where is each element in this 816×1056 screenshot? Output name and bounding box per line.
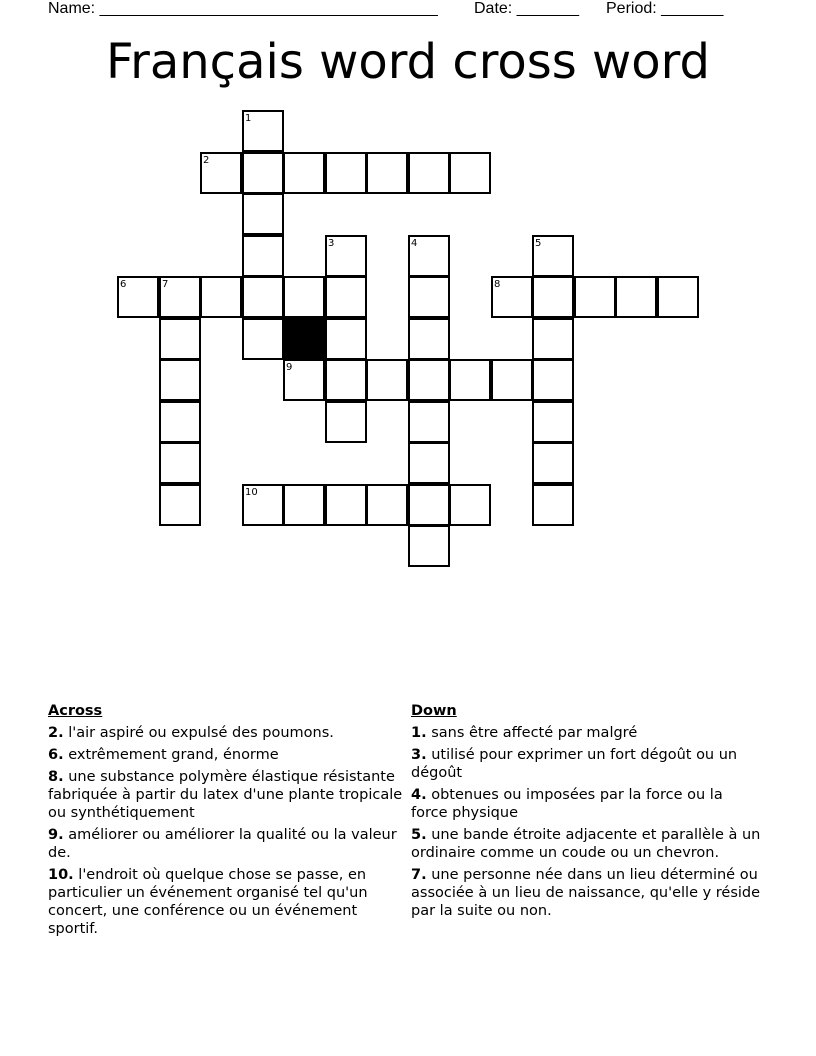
grid-cell[interactable] [242, 152, 284, 194]
grid-cell[interactable] [283, 276, 325, 318]
clue-number-6: 6 [120, 279, 127, 290]
grid-cell[interactable] [200, 276, 242, 318]
clue-down-7: 7. une personne née dans un lieu déterminé ou associée à un lieu de naissance, qu'elle y réside par la suite ou non. [411, 867, 761, 919]
grid-cell[interactable] [532, 276, 574, 318]
grid-cell[interactable] [615, 276, 657, 318]
down-clues [411, 702, 761, 924]
grid-cell[interactable] [408, 442, 450, 484]
grid-cell[interactable] [159, 401, 201, 443]
clue-number-1: 1 [245, 113, 252, 124]
grid-cell[interactable] [283, 484, 325, 526]
clue-number-7: 7 [162, 279, 169, 290]
clue-across-10: 10. l'endroit où quelque chose se passe, en particulier un événement organisé tel qu'un concert, une conférence ou un événement sportif. [48, 867, 368, 937]
grid-cell[interactable] [159, 359, 201, 401]
clue-across-8: 8. une substance polymère élastique résistante fabriquée à partir du latex d'une plante tropicale ou synthétiquement [48, 769, 403, 821]
grid-cell[interactable] [449, 152, 491, 194]
grid-cell[interactable] [408, 484, 450, 526]
across-heading: Across [48, 703, 103, 719]
grid-cell-black [283, 318, 325, 360]
grid-cell[interactable] [408, 401, 450, 443]
clue-number-2: 2 [203, 155, 210, 166]
grid-cell[interactable] [366, 484, 408, 526]
clue-number-5: 5 [535, 238, 542, 249]
grid-cell[interactable] [325, 318, 367, 360]
clue-across-6: 6. extrêmement grand, énorme [48, 747, 279, 763]
page-title: Français word cross word [105, 34, 711, 90]
grid-cell[interactable] [325, 276, 367, 318]
grid-cell[interactable] [325, 359, 367, 401]
grid-cell[interactable] [242, 235, 284, 277]
grid-cell[interactable] [532, 359, 574, 401]
grid-cell[interactable] [408, 318, 450, 360]
clue-number-3: 3 [328, 238, 335, 249]
down-heading: Down [411, 703, 457, 719]
grid-cell[interactable] [449, 484, 491, 526]
clue-across-2: 2. l'air aspiré ou expulsé des poumons. [48, 725, 334, 741]
date-field[interactable]: Date: _______ [474, 0, 579, 17]
grid-cell[interactable] [408, 276, 450, 318]
name-field[interactable]: Name: ______________________________________ [48, 0, 438, 17]
grid-cell[interactable] [283, 152, 325, 194]
grid-cell[interactable] [366, 359, 408, 401]
clue-number-9: 9 [286, 362, 293, 373]
clue-down-5: 5. une bande étroite adjacente et parallèle à un ordinaire comme un coude ou un chevron. [411, 827, 761, 861]
clue-down-4: 4. obtenues ou imposées par la force ou la force physique [411, 787, 723, 821]
clue-down-1: 1. sans être affecté par malgré [411, 725, 638, 741]
grid-cell[interactable] [532, 401, 574, 443]
clue-number-10: 10 [245, 487, 258, 498]
grid-cell[interactable] [574, 276, 616, 318]
period-field[interactable]: Period: _______ [606, 0, 724, 17]
clue-number-4: 4 [411, 238, 418, 249]
grid-cell[interactable] [325, 152, 367, 194]
grid-cell[interactable] [408, 525, 450, 567]
grid-cell[interactable] [449, 359, 491, 401]
clue-across-9: 9. améliorer ou améliorer la qualité ou la valeur de. [48, 827, 397, 861]
grid-cell[interactable] [532, 484, 574, 526]
grid-cell[interactable] [532, 318, 574, 360]
grid-cell[interactable] [657, 276, 699, 318]
grid-cell[interactable] [408, 359, 450, 401]
clue-down-3: 3. utilisé pour exprimer un fort dégoût ou un dégoût [411, 747, 738, 781]
grid-cell[interactable] [325, 484, 367, 526]
grid-cell[interactable] [532, 442, 574, 484]
grid-cell[interactable] [159, 318, 201, 360]
grid-cell[interactable] [491, 359, 533, 401]
grid-cell[interactable] [242, 318, 284, 360]
grid-cell[interactable] [366, 152, 408, 194]
grid-cell[interactable] [159, 442, 201, 484]
grid-cell[interactable] [242, 193, 284, 235]
clue-number-8: 8 [494, 279, 501, 290]
across-clues [48, 702, 404, 942]
grid-cell[interactable] [408, 152, 450, 194]
grid-cell[interactable] [242, 276, 284, 318]
grid-cell[interactable] [325, 401, 367, 443]
grid-cell[interactable] [159, 484, 201, 526]
